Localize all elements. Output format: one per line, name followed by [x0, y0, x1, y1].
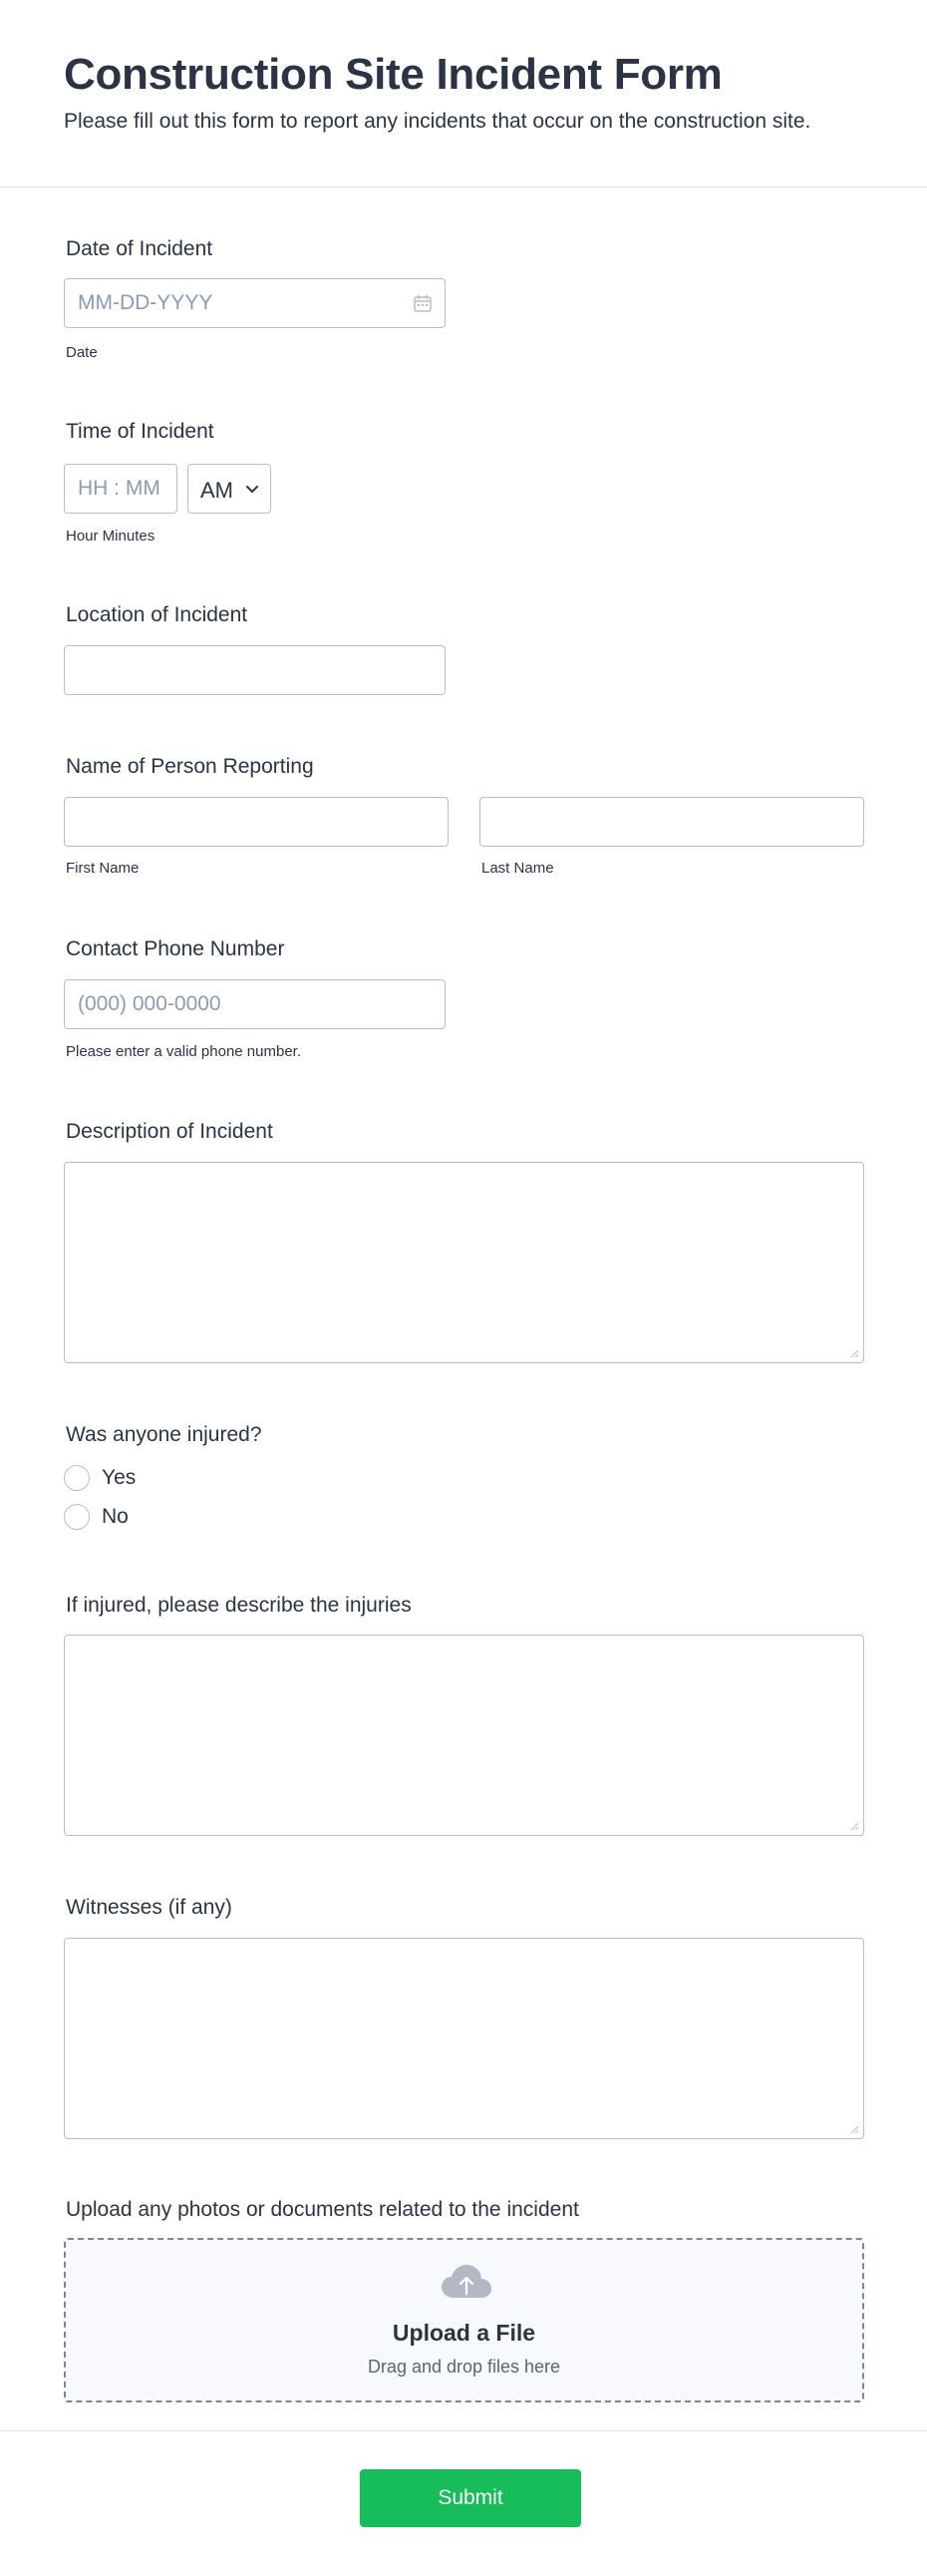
witnesses-label: Witnesses (if any)	[66, 1896, 232, 1919]
injuries-textarea[interactable]	[64, 1635, 864, 1836]
chevron-down-icon	[244, 482, 260, 498]
injured-label: Was anyone injured?	[66, 1423, 262, 1446]
ampm-select[interactable]	[187, 464, 271, 514]
upload-subtitle: Drag and drop files here	[367, 2357, 561, 2377]
resize-grip-icon[interactable]	[849, 1348, 859, 1358]
last-name-sublabel: Last Name	[481, 860, 554, 877]
cloud-upload-icon	[441, 2264, 492, 2302]
phone-sublabel: Please enter a valid phone number.	[66, 1043, 301, 1060]
reporter-label: Name of Person Reporting	[66, 755, 314, 778]
file-upload-dropzone[interactable]	[64, 2238, 864, 2402]
upload-title: Upload a File	[392, 2320, 536, 2346]
footer-divider	[0, 2430, 927, 2431]
radio-label: No	[102, 1505, 129, 1528]
radio-button[interactable]	[64, 1465, 90, 1491]
injuries-label: If injured, please describe the injuries	[66, 1594, 412, 1617]
phone-input[interactable]	[64, 979, 446, 1029]
page-title: Construction Site Incident Form	[64, 50, 723, 99]
time-sublabel: Hour Minutes	[66, 528, 155, 545]
upload-label: Upload any photos or documents related to the incident	[66, 2198, 579, 2221]
first-name-sublabel: First Name	[66, 860, 140, 877]
resize-grip-icon[interactable]	[849, 2124, 859, 2134]
location-input[interactable]	[64, 645, 446, 695]
last-name-input[interactable]	[479, 797, 864, 847]
description-label: Description of Incident	[66, 1120, 273, 1143]
time-input[interactable]	[64, 464, 177, 514]
ampm-value: AM	[200, 478, 233, 503]
page-subtitle: Please fill out this form to report any incidents that occur on the construction site.	[64, 110, 811, 133]
radio-label: Yes	[102, 1466, 137, 1489]
date-input[interactable]	[64, 278, 446, 328]
time-label: Time of Incident	[66, 420, 214, 443]
witnesses-textarea[interactable]	[64, 1938, 864, 2139]
form-header	[0, 0, 927, 187]
radio-button[interactable]	[64, 1504, 90, 1530]
location-label: Location of Incident	[66, 603, 248, 626]
first-name-input[interactable]	[64, 797, 449, 847]
date-sublabel: Date	[66, 344, 98, 361]
submit-button[interactable]: Submit	[360, 2469, 581, 2527]
description-textarea[interactable]	[64, 1162, 864, 1363]
calendar-icon[interactable]	[413, 293, 433, 313]
resize-grip-icon[interactable]	[849, 1821, 859, 1831]
phone-label: Contact Phone Number	[66, 937, 285, 960]
date-label: Date of Incident	[66, 237, 213, 260]
